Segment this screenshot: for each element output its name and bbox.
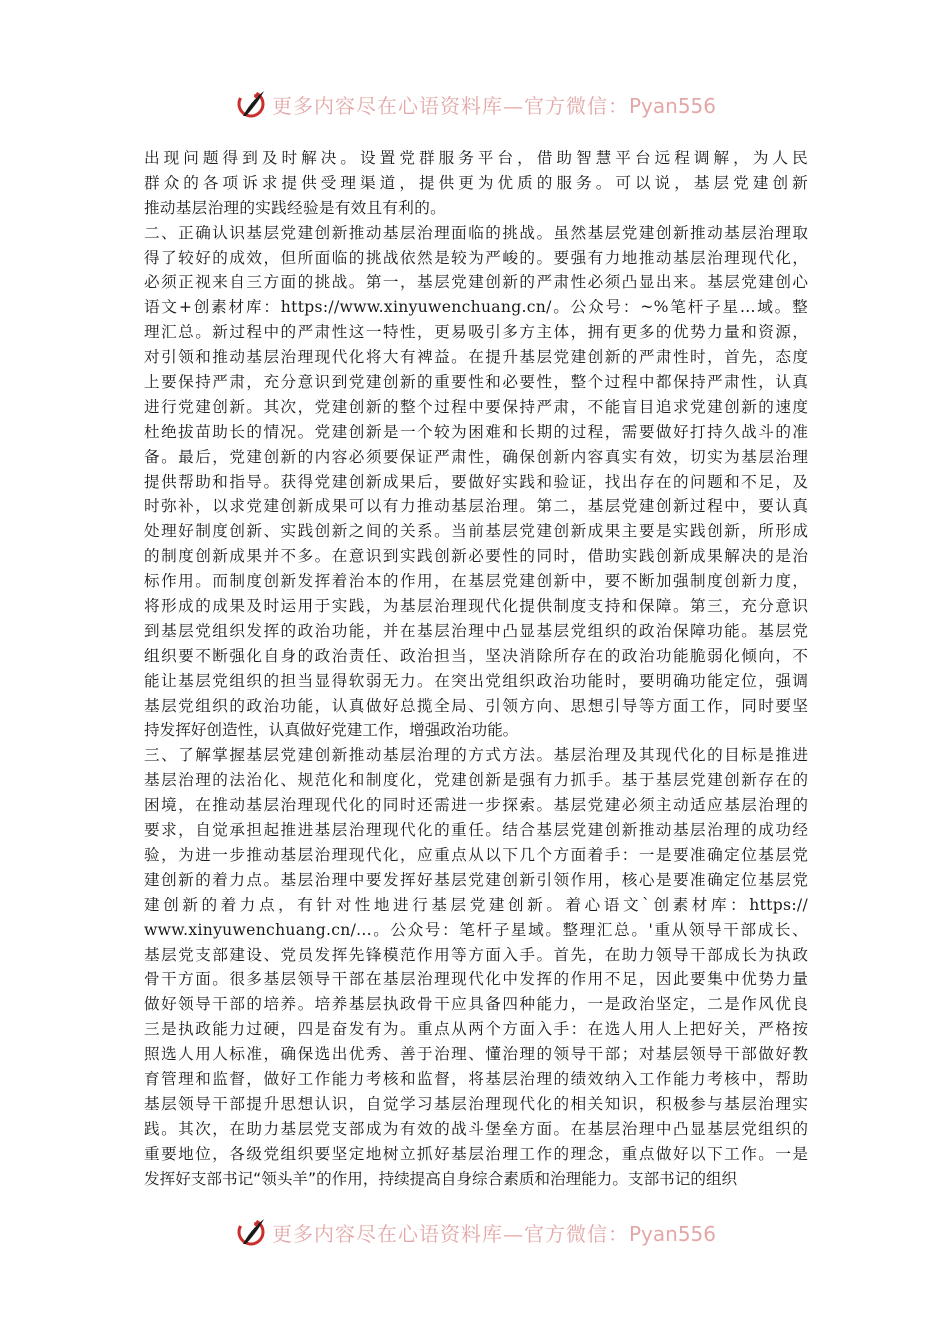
banner-text: 更多内容尽在心语资料库—官方微信：Pyan556 xyxy=(271,1221,716,1246)
text-line: 进行党建创新。其次，党建创新的整个过程中要保持严肃，不能盲目追求党建创新的速度 xyxy=(144,397,808,416)
text-line: 备。最后，党建创新的内容必须要保证严肃性，确保创新内容真实有效，切实为基层治理 xyxy=(144,447,808,466)
text-line: 要求，自觉承担起推进基层治理现代化的重任。结合基层党建创新推动基层治理的成功经 xyxy=(144,821,808,840)
text-line: 得了较好的成效，但所面临的挑战依然是较为严峻的。要强有力地推动基层治理现代化， xyxy=(144,248,808,267)
wechat-id: Pyan556 xyxy=(628,1221,716,1246)
text-line: 育管理和监督，做好工作能力考核和监督，将基层治理的绩效纳入工作能力考核中，帮助 xyxy=(144,1069,808,1088)
text-line: 建创新的着力点。基层治理中要发挥好基层党建创新引领作用，核心是要准确定位基层党 xyxy=(144,870,808,889)
text-line: 照选人用人标准，确保选出优秀、善于治理、懂治理的领导干部；对基层领导干部做好教 xyxy=(144,1045,808,1064)
text-line: 基层治理的法治化、规范化和制度化，党建创新是强有力抓手。基于基层党建创新存在的 xyxy=(144,771,808,790)
text-line: 发挥好支部书记“领头羊”的作用，持续提高自身综合素质和治理能力。支部书记的组织 xyxy=(144,1169,738,1188)
text-line: 提供帮助和指导。获得党建创新成果后，要做好实践和验证，找出存在的问题和不足，及 xyxy=(144,472,808,491)
text-line: 做好领导干部的培养。培养基层执政骨干应具备四种能力，一是政治坚定，二是作风优良 xyxy=(144,995,808,1014)
text-line: 基层党支部建设、党员发挥先锋模范作用等方面入手。首先，在助力领导干部成长为执政 xyxy=(144,945,808,964)
text-line: 必须正视来自三方面的挑战。第一，基层党建创新的严肃性必须凸显出来。基层党建创心 xyxy=(144,273,808,292)
text-line: 基层领导干部提升思想认识，自觉学习基层治理现代化的相关知识，积极参与基层治理实 xyxy=(144,1094,808,1113)
footer-banner xyxy=(0,1212,950,1252)
text-line: 语文+创素材库：https://www.xinyuwenchuang.cn/。公众号：~%笔杆子星...域。整 xyxy=(144,298,808,317)
text-line: 标作用。而制度创新发挥着治本的作用，在基层党建创新中，要不断加强制度创新力度， xyxy=(144,572,808,591)
wechat-id: Pyan556 xyxy=(628,93,716,118)
text-line: 到基层党组织发挥的政治功能，并在基层治理中凸显基层党组织的政治保障功能。基层党 xyxy=(144,621,808,640)
text-line: 困境，在推动基层治理现代化的同时还需进一步探索。基层党建必须主动适应基层治理的 xyxy=(144,796,808,815)
text-line: 推动基层治理的实践经验是有效且有利的。 xyxy=(144,198,446,217)
text-line: 杜绝拔苗助长的情况。党建创新是一个较为困难和长期的过程，需要做好打持久战斗的准 xyxy=(144,422,808,441)
text-line: 建创新的着力点，有针对性地进行基层党建创新。着心语文`创素材库：https:// xyxy=(144,895,808,914)
text-line: 群众的各项诉求提供受理渠道，提供更为优质的服务。可以说，基层党建创新 xyxy=(144,173,808,192)
banner-text: 更多内容尽在心语资料库—官方微信：Pyan556 xyxy=(271,93,716,118)
text-line: 验，为进一步推动基层治理现代化，应重点从以下几个方面着手：一是要准确定位基层党 xyxy=(144,845,808,864)
text-line: 践。其次，在助力基层党支部成为有效的战斗堡垒方面。在基层治理中凸显基层党组织的 xyxy=(144,1119,808,1138)
text-line: 理汇总。新过程中的严肃性这一特性，更易吸引多方主体，拥有更多的优势力量和资源， xyxy=(144,323,808,342)
text-line: 的制度创新成果并不多。在意识到实践创新必要性的同时，借助实践创新成果解决的是治 xyxy=(144,547,808,566)
text-line: 二、正确认识基层党建创新推动基层治理面临的挑战。虽然基层党建创新推动基层治理取 xyxy=(144,223,808,242)
text-line: 对引领和推动基层治理现代化将大有裨益。在提升基层党建创新的严肃性时，首先，态度 xyxy=(144,348,808,367)
text-line: 将形成的成果及时运用于实践，为基层治理现代化提供制度支持和保障。第三，充分意识 xyxy=(144,597,808,616)
brush-logo-icon xyxy=(234,1215,268,1249)
text-line: 骨干方面。很多基层领导干部在基层治理现代化中发挥的作用不足，因此要集中优势力量 xyxy=(144,970,808,989)
text-line: 时弥补，以求党建创新成果可以有力推动基层治理。第二，基层党建创新过程中，要认真 xyxy=(144,497,808,516)
text-line: 三、了解掌握基层党建创新推动基层治理的方式方法。基层治理及其现代化的目标是推进 xyxy=(144,746,808,765)
text-line: 上要保持严肃，充分意识到党建创新的重要性和必要性，整个过程中都保持严肃性，认真 xyxy=(144,373,808,392)
text-line: www.xinyuwenchuang.cn/...。公众号：笔杆子星域。整理汇总。'重从领导干部成长、 xyxy=(144,920,808,939)
text-line: 三是执政能力过硬，四是奋发有为。重点从两个方面入手：在选人用人上把好关，严格按 xyxy=(144,1020,808,1039)
text-line: 能让基层党组织的担当显得软弱无力。在突出党组织政治功能时，要明确功能定位，强调 xyxy=(144,671,808,690)
text-line: 组织要不断强化自身的政治责任、政治担当，坚决消除所存在的政治功能脆弱化倾向，不 xyxy=(144,646,808,665)
text-line: 基层党组织的政治功能，认真做好总揽全局、引领方向、思想引导等方面工作，同时要坚 xyxy=(144,696,808,715)
text-line: 处理好制度创新、实践创新之间的关系。当前基层党建创新成果主要是实践创新，所形成 xyxy=(144,522,808,541)
text-line: 出现问题得到及时解决。设置党群服务平台，借助智慧平台远程调解，为人民 xyxy=(144,149,808,167)
header-banner xyxy=(0,84,950,124)
document-body xyxy=(144,146,808,1194)
text-line: 重要地位，各级党组织要坚定地树立抓好基层治理工作的理念，重点做好以下工作。一是 xyxy=(144,1144,808,1163)
brush-logo-icon xyxy=(234,87,268,121)
text-line: 持发挥好创造性，认真做好党建工作，增强政治功能。 xyxy=(144,721,519,740)
